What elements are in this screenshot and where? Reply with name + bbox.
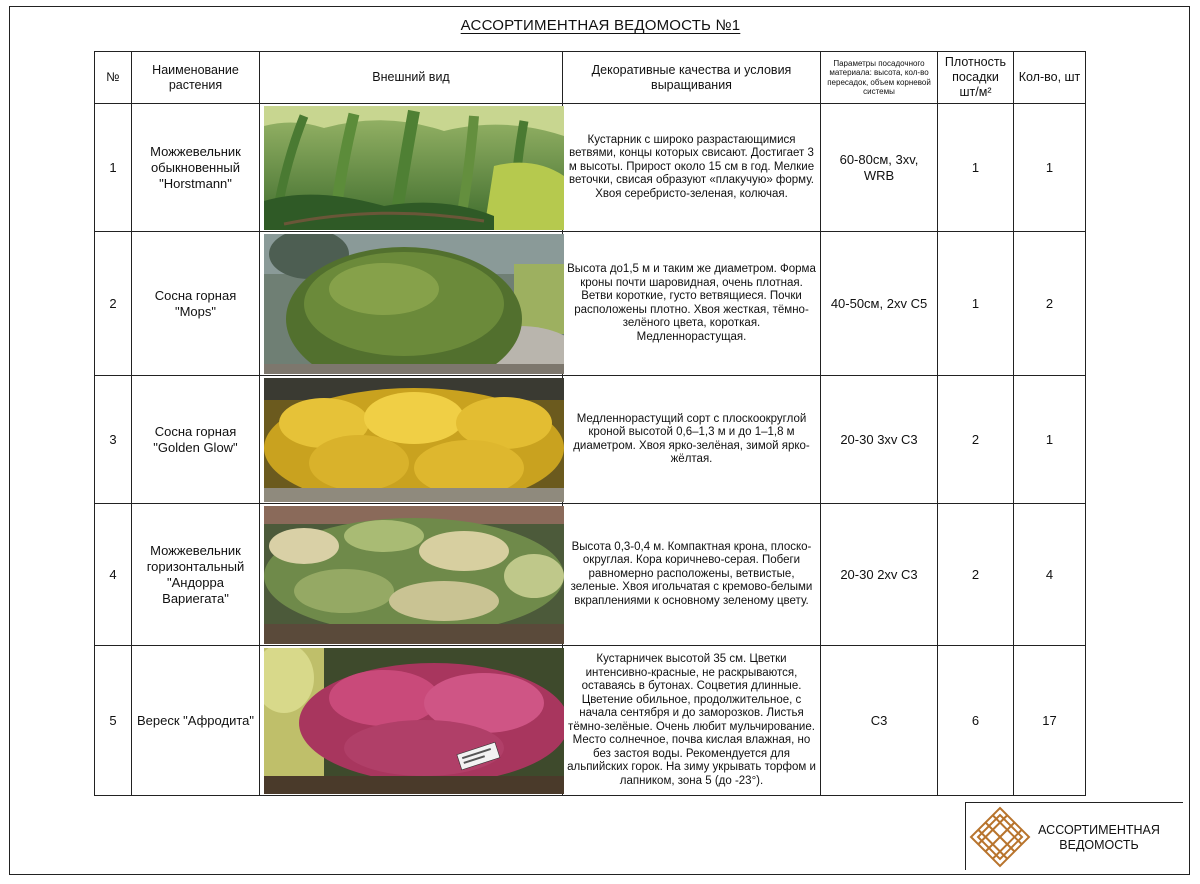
diamond-lattice-logo-icon — [968, 805, 1032, 869]
header-density: Плотность посадки шт/м² — [938, 52, 1014, 104]
header-desc: Декоративные качества и условия выращивания — [563, 52, 821, 104]
header-image: Внешний вид — [260, 52, 563, 104]
header-num: № — [95, 52, 132, 104]
cell-name: Сосна горная "Mops" — [132, 232, 260, 376]
cell-qty: 4 — [1014, 504, 1086, 646]
title-stamp — [965, 802, 1183, 870]
cell-density: 6 — [938, 646, 1014, 796]
cell-params: 20-30 2хv C3 — [821, 504, 938, 646]
cell-image — [260, 646, 563, 796]
document-title: АССОРТИМЕНТНАЯ ВЕДОМОСТЬ №1 — [460, 17, 741, 34]
assortment-table — [94, 51, 1086, 796]
cell-num: 5 — [95, 646, 132, 796]
table-row — [95, 104, 1086, 232]
cell-qty: 17 — [1014, 646, 1086, 796]
cell-params: 20-30 3хv C3 — [821, 376, 938, 504]
cell-name: Можжевельник обыкновенный "Horstmann" — [132, 104, 260, 232]
cell-num: 2 — [95, 232, 132, 376]
cell-num: 4 — [95, 504, 132, 646]
cell-image — [260, 104, 563, 232]
header-name: Наименование растения — [132, 52, 260, 104]
plant-photo-juniper-andorra-variegata — [264, 506, 564, 644]
cell-num: 1 — [95, 104, 132, 232]
stamp-label: АССОРТИМЕНТНАЯ ВЕДОМОСТЬ — [1038, 823, 1160, 852]
cell-density: 1 — [938, 232, 1014, 376]
header-qty: Кол-во, шт — [1014, 52, 1086, 104]
cell-name: Можжевельник горизонтальный "Андорра Вариегата" — [132, 504, 260, 646]
cell-image — [260, 504, 563, 646]
cell-desc: Высота до1,5 м и таким же диаметром. Форма кроны почти шаровидная, очень плотная. Ветви короткие, густо ветвящиеся. Почки расположены плотно. Хвоя жесткая, тёмно-зелёного цвета, короткая. Медленнорастущая. — [563, 232, 821, 376]
header-params: Параметры посадочного материала: высота, кол-во пересадок, объем корневой системы — [821, 52, 938, 104]
cell-num: 3 — [95, 376, 132, 504]
cell-density: 1 — [938, 104, 1014, 232]
cell-params: 60-80см, 3хv, WRB — [821, 104, 938, 232]
table-row — [95, 646, 1086, 796]
plant-photo-pine-golden-glow — [264, 378, 564, 502]
cell-image — [260, 376, 563, 504]
cell-image — [260, 232, 563, 376]
cell-params: 40-50см, 2хv C5 — [821, 232, 938, 376]
cell-desc: Кустарничек высотой 35 см. Цветки интенсивно-красные, не раскрываются, оставаясь в бутонах. Соцветия длинные. Цветение обильное, продолжительное, с начала сентября и до заморозков. Листья тёмно-зелёные. Очень любит мульчирование. Место солнечное, почва кислая влажная, но без застоя воды. Рекомендуется для альпийских горок. На зиму укрывать торфом и лапником, зона 5 (до -23°). — [563, 646, 821, 796]
cell-desc: Медленнорастущий сорт с плоскоокруглой кроной высотой 0,6–1,3 м и до 1–1,8 м диаметром. Хвоя ярко-зелёная, зимой ярко-жёлтая. — [563, 376, 821, 504]
table-row — [95, 232, 1086, 376]
plant-photo-juniper-horstmann — [264, 106, 564, 230]
table-header-row — [95, 52, 1086, 104]
cell-params: C3 — [821, 646, 938, 796]
cell-name: Сосна горная "Golden Glow" — [132, 376, 260, 504]
cell-qty: 1 — [1014, 104, 1086, 232]
plant-photo-heather-aphrodite — [264, 648, 564, 794]
cell-desc: Высота 0,3-0,4 м. Компактная крона, плоско-округлая. Кора коричнево-серая. Побеги равномерно расположены, ветвистые, зеленые. Хвоя игольчатая с кремово-белыми вкраплениями к основному зеленому цвету. — [563, 504, 821, 646]
table-row — [95, 504, 1086, 646]
plant-photo-pine-mops — [264, 234, 564, 374]
cell-qty: 2 — [1014, 232, 1086, 376]
table-row — [95, 376, 1086, 504]
cell-qty: 1 — [1014, 376, 1086, 504]
cell-density: 2 — [938, 376, 1014, 504]
cell-name: Вереск "Афродита" — [132, 646, 260, 796]
cell-desc: Кустарник с широко разрастающимися ветвями, концы которых свисают. Достигает 3 м высоты. Прирост около 15 см в год. Мелкие веточки, свисая образуют «плакучую» форму. Хвоя серебристо-зеленая, колючая. — [563, 104, 821, 232]
cell-density: 2 — [938, 504, 1014, 646]
